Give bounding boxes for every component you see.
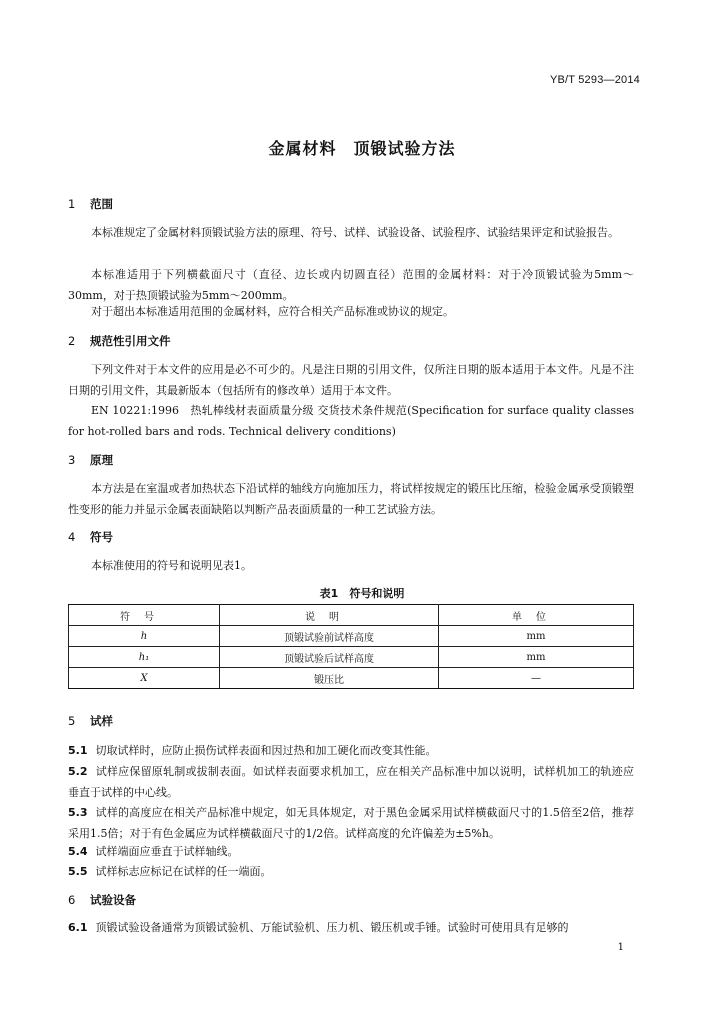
- table-cell-description: 顶锻试验后试样高度: [220, 647, 439, 668]
- clause-number: 5.3: [68, 806, 88, 819]
- clause-5-4: [68, 841, 634, 862]
- section-number: 6: [68, 893, 76, 907]
- clause-5-1: [68, 740, 634, 761]
- table-cell-symbol: h: [69, 626, 220, 647]
- clause-5-2: [68, 761, 634, 803]
- section-title: 试验设备: [90, 893, 136, 907]
- table-cell-description: 锻压比: [220, 668, 439, 689]
- table-header-cell: 说明: [220, 605, 439, 626]
- section-6-heading: [68, 892, 136, 908]
- clause-text: 试样的高度应在相关产品标准中规定，如无具体规定，对于黑色金属采用试样横截面尺寸的1.5倍至2倍，推荐采用1.5倍；对于有色金属应为试样横截面尺寸的1/2倍。试样高度的允许偏差为±5%h。: [68, 806, 634, 840]
- section-2-heading: [68, 333, 171, 349]
- clause-number: 5.2: [68, 765, 88, 778]
- clause-number: 5.4: [68, 845, 88, 858]
- clause-5-3: [68, 802, 634, 844]
- section-number: 1: [68, 197, 76, 211]
- symbols-table: [68, 604, 634, 689]
- section-title: 范围: [90, 197, 113, 211]
- table-cell-unit: mm: [439, 626, 634, 647]
- section-number: 4: [68, 530, 76, 544]
- clause-6-1: [68, 917, 634, 938]
- section-3-heading: [68, 452, 113, 468]
- page-number: 1: [617, 942, 624, 953]
- clause-number: 5.1: [68, 744, 88, 757]
- paragraph: 对于超出本标准适用范围的金属材料，应符合相关产品标准或协议的规定。: [91, 305, 454, 318]
- table-cell-symbol: X: [69, 668, 220, 689]
- table-row: [69, 668, 634, 689]
- document-title: 金属材料 顶锻试验方法: [268, 139, 456, 158]
- table-header-cell: 符号: [69, 605, 220, 626]
- clause-text: 试样端面应垂直于试样轴线。: [95, 845, 239, 858]
- section-number: 2: [68, 334, 76, 348]
- clause-text: 顶锻试验设备通常为顶锻试验机、万能试验机、压力机、锻压机或手锤。试验时可使用具有足够的: [95, 921, 569, 934]
- clause-number: 6.1: [68, 921, 88, 934]
- table-header-cell: 单位: [439, 605, 634, 626]
- paragraph: 本方法是在室温或者加热状态下沿试样的轴线方向施加压力，将试样按规定的锻压比压缩，检验金属承受顶锻塑性变形的能力并显示金属表面缺陷以判断产品表面质量的一种工艺试验方法。: [68, 482, 634, 516]
- table-cell-unit: mm: [439, 647, 634, 668]
- section-number: 3: [68, 453, 76, 467]
- paragraph: 下列文件对于本文件的应用是必不可少的。凡是注日期的引用文件，仅所注日期的版本适用于本文件。凡是不注日期的引用文件，其最新版本（包括所有的修改单）适用于本文件。: [68, 363, 634, 397]
- clause-text: 试样应保留原轧制或拔制表面。如试样表面要求机加工，应在相关产品标准中加以说明，试样机加工的轨迹应垂直于试样的中心线。: [68, 765, 634, 799]
- paragraph: 本标准使用的符号和说明见表1。: [91, 559, 252, 572]
- clause-text: 切取试样时，应防止损伤试样表面和因过热和加工硬化而改变其性能。: [95, 744, 437, 757]
- table-cell-description: 顶锻试验前试样高度: [220, 626, 439, 647]
- clause-text: 试样标志应标记在试样的任一端面。: [95, 865, 272, 878]
- section-title: 符号: [90, 530, 113, 544]
- section-title: 原理: [90, 453, 113, 467]
- table-caption: 表1 符号和说明: [319, 587, 405, 600]
- paragraph: 本标准规定了金属材料顶锻试验方法的原理、符号、试样、试验设备、试验程序、试验结果评定和试验报告。: [91, 226, 619, 239]
- section-title: 规范性引用文件: [90, 334, 171, 348]
- section-1-heading: [68, 196, 113, 212]
- section-4-heading: [68, 529, 113, 545]
- table-row: [69, 647, 634, 668]
- table-header-row: [69, 605, 634, 626]
- paragraph: 本标准适用于下列横截面尺寸（直径、边长或内切圆直径）范围的金属材料：对于冷顶锻试验为5mm～30mm，对于热顶锻试验为5mm～200mm。: [68, 268, 634, 302]
- section-title: 试样: [90, 714, 113, 728]
- clause-5-5: [68, 861, 634, 882]
- table-cell-symbol: h₁: [69, 647, 220, 668]
- section-number: 5: [68, 714, 76, 728]
- table-cell-unit: —: [439, 668, 634, 689]
- clause-number: 5.5: [68, 865, 88, 878]
- standard-code: YB/T 5293—2014: [549, 74, 640, 86]
- table-row: [69, 626, 634, 647]
- paragraph: EN 10221:1996 热轧棒线材表面质量分级 交货技术条件规范(Specification for surface quality classes for hot-rolled bars and rods. Technical delivery conditions): [68, 404, 634, 438]
- section-5-heading: [68, 713, 113, 729]
